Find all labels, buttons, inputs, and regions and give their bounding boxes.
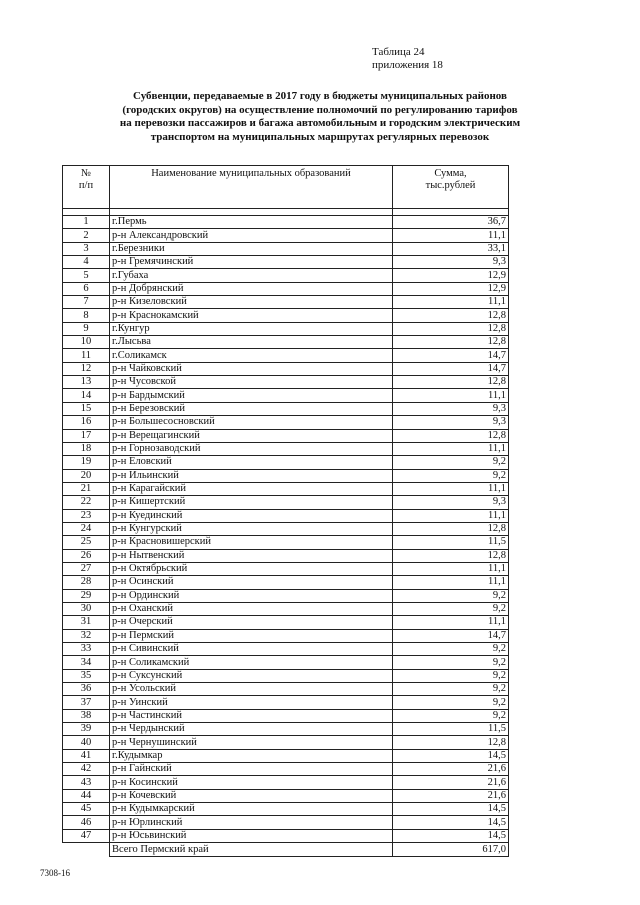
- title-line: Субвенции, передаваемые в 2017 году в бюджеты муниципальных районов: [133, 90, 507, 102]
- row-name: р-н Ординский: [110, 589, 393, 602]
- table-row: [63, 242, 509, 255]
- row-name: р-н Ильинский: [110, 469, 393, 482]
- row-name: р-н Краснокамский: [110, 309, 393, 322]
- header-number-abbr: п/п: [78, 180, 94, 191]
- appendix-number: приложения 18: [372, 59, 443, 71]
- row-number: 34: [63, 656, 110, 669]
- row-number: 25: [63, 536, 110, 549]
- row-number: 38: [63, 709, 110, 722]
- row-name: р-н Очерский: [110, 616, 393, 629]
- row-number: 20: [63, 469, 110, 482]
- row-name: г.Кудымкар: [110, 749, 393, 762]
- row-sum: 14,7: [393, 629, 509, 642]
- row-sum: 33,1: [393, 242, 509, 255]
- table-row: [63, 789, 509, 802]
- total-row: [63, 843, 509, 857]
- row-number: 15: [63, 402, 110, 415]
- table-row: [63, 322, 509, 335]
- row-number: 30: [63, 602, 110, 615]
- row-sum: 12,8: [393, 376, 509, 389]
- row-number: 41: [63, 749, 110, 762]
- row-sum: 12,8: [393, 322, 509, 335]
- table-row: [63, 536, 509, 549]
- row-name: р-н Чайковский: [110, 362, 393, 375]
- row-sum: 36,7: [393, 216, 509, 229]
- table-row: [63, 416, 509, 429]
- row-number: 47: [63, 829, 110, 842]
- row-sum: 12,9: [393, 269, 509, 282]
- title-line: транспортом на муниципальных маршрутах регулярных перевозок: [150, 130, 490, 143]
- row-name: р-н Красновишерский: [110, 536, 393, 549]
- row-number: 17: [63, 429, 110, 442]
- table-row: [63, 269, 509, 282]
- row-number: 29: [63, 589, 110, 602]
- row-number: 7: [63, 296, 110, 309]
- table-row: [63, 776, 509, 789]
- row-number: 33: [63, 643, 110, 656]
- row-number: 23: [63, 509, 110, 522]
- row-number: 39: [63, 723, 110, 736]
- row-sum: 9,3: [393, 496, 509, 509]
- table-row: [63, 643, 509, 656]
- row-name: р-н Косинский: [110, 776, 393, 789]
- row-name: р-н Усольский: [110, 683, 393, 696]
- row-sum: 9,2: [393, 696, 509, 709]
- header-number: [63, 166, 110, 209]
- row-number: 35: [63, 669, 110, 682]
- row-number: 10: [63, 336, 110, 349]
- row-sum: 9,2: [393, 656, 509, 669]
- row-sum: 9,3: [393, 402, 509, 415]
- row-name: р-н Осинский: [110, 576, 393, 589]
- row-name: р-н Нытвенский: [110, 549, 393, 562]
- row-sum: 9,2: [393, 602, 509, 615]
- row-name: р-н Чусовской: [110, 376, 393, 389]
- row-sum: 11,1: [393, 576, 509, 589]
- table-row: [63, 336, 509, 349]
- row-name: р-н Чернушинский: [110, 736, 393, 749]
- table-row: [63, 349, 509, 362]
- header-number-symbol: №: [80, 168, 92, 179]
- row-name: р-н Кизеловский: [110, 296, 393, 309]
- row-number: 45: [63, 803, 110, 816]
- row-name: р-н Кишертский: [110, 496, 393, 509]
- row-number: 19: [63, 456, 110, 469]
- table-reference: [372, 46, 443, 72]
- row-name: р-н Добрянский: [110, 282, 393, 295]
- row-number: 37: [63, 696, 110, 709]
- row-name: р-н Горнозаводский: [110, 442, 393, 455]
- row-number: 36: [63, 683, 110, 696]
- table-header-row: [63, 166, 509, 209]
- row-name: р-н Соликамский: [110, 656, 393, 669]
- table-row: [63, 469, 509, 482]
- row-sum: 21,6: [393, 789, 509, 802]
- title-line: на перевозки пассажиров и багажа автомобильным и городским электрическим: [119, 117, 521, 129]
- row-number: 3: [63, 242, 110, 255]
- row-sum: 11,5: [393, 723, 509, 736]
- subsidy-table: [62, 165, 509, 857]
- row-name: р-н Сивинский: [110, 643, 393, 656]
- table-row: [63, 362, 509, 375]
- table-row: [63, 723, 509, 736]
- table-row: [63, 549, 509, 562]
- table-row: [63, 229, 509, 242]
- table-row: [63, 482, 509, 495]
- row-sum: 11,1: [393, 442, 509, 455]
- row-sum: 9,2: [393, 589, 509, 602]
- row-number: 28: [63, 576, 110, 589]
- row-sum: 12,8: [393, 549, 509, 562]
- table-row: [63, 442, 509, 455]
- table-row: [63, 496, 509, 509]
- total-label: Всего Пермский край: [110, 843, 393, 857]
- row-number: 12: [63, 362, 110, 375]
- table-row: [63, 683, 509, 696]
- row-number: 21: [63, 482, 110, 495]
- row-sum: 21,6: [393, 763, 509, 776]
- table-row: [63, 376, 509, 389]
- row-name: р-н Юсьвинский: [110, 829, 393, 842]
- row-name: г.Лысьва: [110, 336, 393, 349]
- row-sum: 9,2: [393, 456, 509, 469]
- row-sum: 14,5: [393, 803, 509, 816]
- row-sum: 9,2: [393, 643, 509, 656]
- header-spacer-row: [63, 209, 509, 216]
- header-name: Наименование муниципальных образований: [110, 166, 393, 209]
- row-sum: 9,2: [393, 669, 509, 682]
- row-sum: 12,8: [393, 736, 509, 749]
- row-sum: 11,1: [393, 389, 509, 402]
- document-code: 7308-16: [40, 868, 70, 878]
- row-sum: 14,5: [393, 816, 509, 829]
- row-name: р-н Куединский: [110, 509, 393, 522]
- row-sum: 11,1: [393, 562, 509, 575]
- row-name: р-н Кочевский: [110, 789, 393, 802]
- row-number: 26: [63, 549, 110, 562]
- row-sum: 9,2: [393, 709, 509, 722]
- row-number: 46: [63, 816, 110, 829]
- row-sum: 9,3: [393, 256, 509, 269]
- row-number: 13: [63, 376, 110, 389]
- row-sum: 21,6: [393, 776, 509, 789]
- table-row: [63, 562, 509, 575]
- row-sum: 12,9: [393, 282, 509, 295]
- row-name: г.Пермь: [110, 216, 393, 229]
- table-row: [63, 402, 509, 415]
- row-number: 11: [63, 349, 110, 362]
- table-row: [63, 296, 509, 309]
- table-row: [63, 256, 509, 269]
- table-row: [63, 429, 509, 442]
- table-row: [63, 816, 509, 829]
- row-sum: 11,1: [393, 616, 509, 629]
- row-number: 24: [63, 522, 110, 535]
- row-name: р-н Александровский: [110, 229, 393, 242]
- table-row: [63, 309, 509, 322]
- row-sum: 11,1: [393, 509, 509, 522]
- row-number: 43: [63, 776, 110, 789]
- row-number: 32: [63, 629, 110, 642]
- row-number: 6: [63, 282, 110, 295]
- table-row: [63, 736, 509, 749]
- row-number: 8: [63, 309, 110, 322]
- row-name: р-н Юрлинский: [110, 816, 393, 829]
- row-name: р-н Частинский: [110, 709, 393, 722]
- row-number: 14: [63, 389, 110, 402]
- row-name: р-н Оханский: [110, 602, 393, 615]
- row-sum: 11,1: [393, 296, 509, 309]
- row-sum: 9,2: [393, 683, 509, 696]
- row-number: 2: [63, 229, 110, 242]
- row-number: 18: [63, 442, 110, 455]
- row-sum: 14,5: [393, 829, 509, 842]
- row-sum: 12,8: [393, 522, 509, 535]
- table-body: [63, 216, 509, 843]
- row-sum: 14,7: [393, 349, 509, 362]
- table-row: [63, 456, 509, 469]
- row-name: р-н Суксунский: [110, 669, 393, 682]
- row-name: р-н Верещагинский: [110, 429, 393, 442]
- row-name: р-н Большесосновский: [110, 416, 393, 429]
- table-row: [63, 509, 509, 522]
- table-row: [63, 709, 509, 722]
- row-sum: 11,1: [393, 482, 509, 495]
- row-number: 31: [63, 616, 110, 629]
- document-title: [60, 90, 580, 144]
- row-name: г.Губаха: [110, 269, 393, 282]
- table-row: [63, 669, 509, 682]
- row-name: р-н Пермский: [110, 629, 393, 642]
- row-name: р-н Карагайский: [110, 482, 393, 495]
- table-row: [63, 589, 509, 602]
- table-row: [63, 749, 509, 762]
- table-row: [63, 829, 509, 842]
- row-name: р-н Кунгурский: [110, 522, 393, 535]
- table-row: [63, 696, 509, 709]
- header-sum: [393, 166, 509, 209]
- table-row: [63, 282, 509, 295]
- row-name: р-н Кудымкарский: [110, 803, 393, 816]
- row-name: р-н Уинский: [110, 696, 393, 709]
- table-row: [63, 763, 509, 776]
- table-row: [63, 656, 509, 669]
- header-sum-unit: тыс.рублей: [425, 180, 476, 191]
- row-number: 42: [63, 763, 110, 776]
- table-row: [63, 522, 509, 535]
- row-number: 27: [63, 562, 110, 575]
- row-sum: 11,1: [393, 229, 509, 242]
- row-name: р-н Октябрьский: [110, 562, 393, 575]
- row-sum: 12,8: [393, 429, 509, 442]
- table-row: [63, 576, 509, 589]
- header-sum-label: Сумма,: [434, 168, 467, 179]
- table-number: Таблица 24: [372, 46, 425, 58]
- row-sum: 12,8: [393, 309, 509, 322]
- row-number: 4: [63, 256, 110, 269]
- row-name: г.Кунгур: [110, 322, 393, 335]
- title-line: (городских округов) на осуществление полномочий по регулированию тарифов: [122, 103, 518, 116]
- total-sum: 617,0: [393, 843, 509, 857]
- row-number: 40: [63, 736, 110, 749]
- row-sum: 14,5: [393, 749, 509, 762]
- row-sum: 11,5: [393, 536, 509, 549]
- row-name: р-н Еловский: [110, 456, 393, 469]
- row-sum: 9,3: [393, 416, 509, 429]
- row-name: р-н Бардымский: [110, 389, 393, 402]
- table-row: [63, 602, 509, 615]
- row-name: р-н Чердынский: [110, 723, 393, 736]
- row-name: г.Березники: [110, 242, 393, 255]
- row-number: 9: [63, 322, 110, 335]
- row-number: 16: [63, 416, 110, 429]
- row-number: 22: [63, 496, 110, 509]
- table-row: [63, 629, 509, 642]
- table-row: [63, 389, 509, 402]
- row-number: 1: [63, 216, 110, 229]
- table-row: [63, 216, 509, 229]
- row-sum: 12,8: [393, 336, 509, 349]
- row-sum: 9,2: [393, 469, 509, 482]
- table-row: [63, 803, 509, 816]
- row-name: р-н Гремячинский: [110, 256, 393, 269]
- row-name: р-н Гайнский: [110, 763, 393, 776]
- row-number: 5: [63, 269, 110, 282]
- row-name: г.Соликамск: [110, 349, 393, 362]
- table-row: [63, 616, 509, 629]
- row-name: р-н Березовский: [110, 402, 393, 415]
- row-sum: 14,7: [393, 362, 509, 375]
- row-number: 44: [63, 789, 110, 802]
